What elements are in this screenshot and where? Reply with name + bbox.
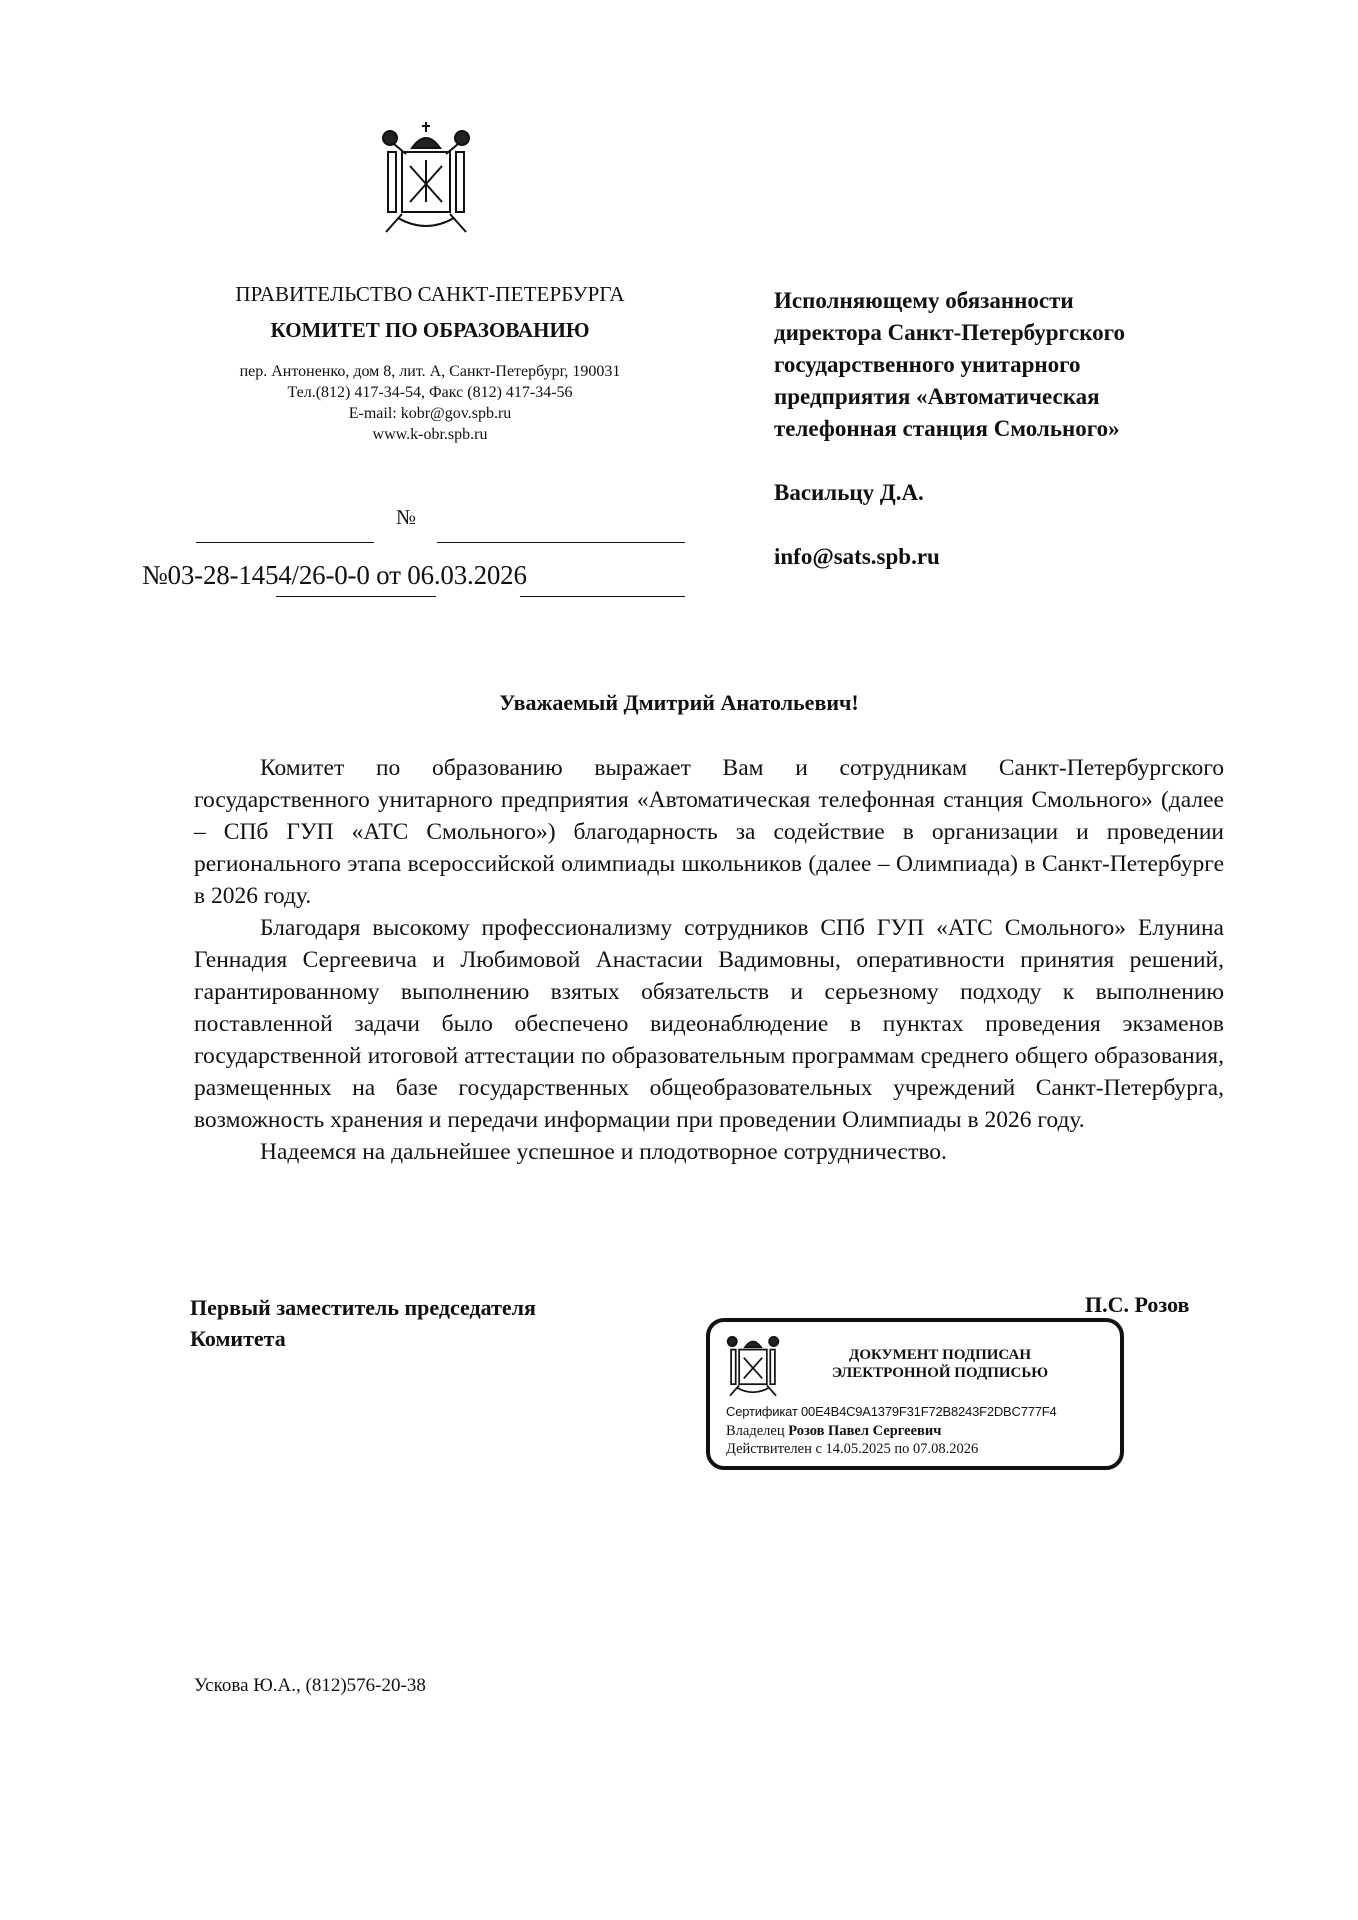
letter-body [194, 752, 1224, 1168]
registration-number: №03-28-1454/26-0-0 от 06.03.2026 [142, 560, 527, 590]
owner-name: Розов Павел Сергеевич [788, 1423, 942, 1439]
reg-underline-2 [520, 596, 685, 597]
government-name: ПРАВИТЕЛЬСТВО САНКТ-ПЕТЕРБУРГА [235, 282, 625, 306]
addressee-line: телефонная станция Смольного» [774, 416, 1120, 441]
paragraph: Надеемся на дальнейшее успешное и плодотворное сотрудничество. [260, 1139, 947, 1165]
coat-of-arms-icon [378, 118, 474, 236]
validity-line: Действителен с 14.05.2025 по 07.08.2026 [726, 1441, 979, 1457]
position-line: Комитета [190, 1326, 286, 1351]
addressee-line: предприятия «Автоматическая [774, 384, 1100, 409]
owner-label: Владелец [726, 1423, 785, 1439]
committee-address [160, 361, 700, 445]
reg-underline-1 [276, 596, 436, 597]
stamp-title [810, 1346, 1070, 1382]
committee-name: КОМИТЕТ ПО ОБРАЗОВАНИЮ [270, 318, 590, 342]
phone-fax-line: Тел.(812) 417-34-54, Факс (812) 417-34-56 [287, 384, 573, 401]
addressee-line: Исполняющему обязанности [774, 288, 1074, 313]
owner-line [726, 1423, 941, 1440]
paragraph: Комитет по образованию выражает Вам и сотрудникам Санкт-Петербургского государственного унитарного предприятия «Автоматическая телефонная станция Смольного» (далее – СПб ГУП «АТС Смольного») благодарность за содействие в организации и проведении регионального этапа всероссийской олимпиады школьников (далее – Олимпиада) в Санкт-Петербурге в 2026 году. [194, 755, 1224, 909]
email-line: E-mail: kobr@gov.spb.ru [348, 405, 512, 422]
date-blank-line [196, 542, 374, 543]
electronic-signature-stamp [706, 1318, 1124, 1470]
executor-contact: Ускова Ю.А., (812)576-20-38 [194, 1675, 426, 1696]
addressee-name: Васильцу Д.А. [774, 480, 924, 505]
stamp-title-line: ЭЛЕКТРОННОЙ ПОДПИСЬЮ [831, 1365, 1049, 1381]
addressee-email: info@sats.spb.ru [774, 544, 940, 569]
number-blank-line [437, 542, 685, 543]
greeting: Уважаемый Дмитрий Анатольевич! [499, 690, 859, 715]
address-line: пер. Антоненко, дом 8, лит. А, Санкт-Петербург, 190031 [239, 363, 621, 380]
stamp-title-line: ДОКУМЕНТ ПОДПИСАН [849, 1347, 1031, 1363]
addressee-line: директора Санкт-Петербургского [774, 320, 1126, 345]
certificate-line [726, 1404, 1057, 1419]
paragraph: Благодаря высокому профессионализму сотрудников СПб ГУП «АТС Смольного» Елунина Геннадия Сергеевича и Любимовой Анастасии Вадимовны, оперативности принятия решений, гарантированному выполнению взятых обязательств и серьезному подходу к выполнению поставленной задачи было обеспечено видеонаблюдение в пунктах проведения экзаменов государственной итоговой аттестации по образовательным программам среднего общего образования, размещенных на базе государственных общеобразовательных учреждений Санкт-Петербурга, возможность хранения и передачи информации при проведении Олимпиады в 2026 году. [194, 915, 1224, 1133]
website-line: www.k-obr.spb.ru [372, 426, 488, 443]
position-line: Первый заместитель председателя [190, 1295, 536, 1320]
stamp-emblem-icon [724, 1330, 782, 1398]
addressee-block [774, 285, 1244, 573]
certificate-label: Сертификат [726, 1404, 798, 1419]
signer-position [190, 1292, 536, 1354]
signer-name: П.С. Розов [1085, 1292, 1190, 1317]
certificate-id: 00E4B4C9A1379F31F72B8243F2DBC777F4 [801, 1404, 1057, 1419]
number-sign: № [396, 505, 417, 529]
addressee-line: государственного унитарного [774, 352, 1081, 377]
